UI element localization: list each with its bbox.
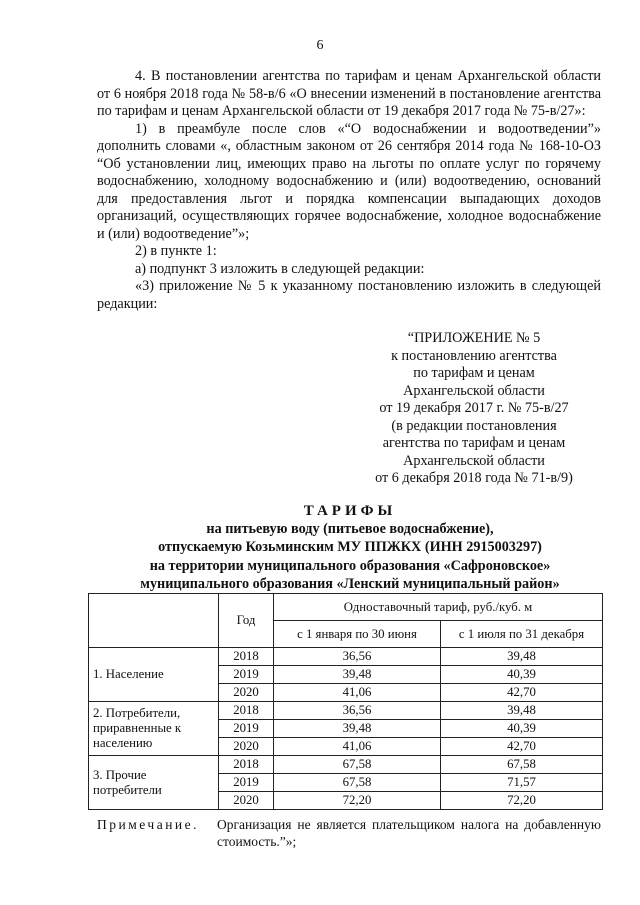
footnote-text: Организация не является плательщиком налога на добавленную стоимость.”»; [217,817,601,849]
table-row [89,702,603,720]
tariff-h1-cell: 39,48 [274,720,441,738]
table-header-row [89,594,603,621]
year-cell: 2018 [219,756,274,774]
year-cell: 2018 [219,648,274,666]
year-cell: 2018 [219,702,274,720]
header-category-cell [89,594,219,648]
category-cell: 2. Потребители, приравненные к населению [89,702,219,756]
year-cell: 2020 [219,684,274,702]
tariff-h2-cell: 71,57 [441,774,603,792]
tariff-h2-cell: 40,39 [441,720,603,738]
tariff-h2-cell: 40,39 [441,666,603,684]
appendix-line: Архангельской области [403,382,545,399]
header-period-1: с 1 января по 30 июня [274,621,441,648]
tariff-h1-cell: 67,58 [274,774,441,792]
header-tariff: Одноставочный тариф, руб./куб. м [274,594,603,621]
year-cell: 2020 [219,792,274,810]
appendix-line: (в редакции постановления [391,417,557,434]
appendix-line: к постановлению агентства [391,347,557,364]
tariff-h1-cell: 39,48 [274,666,441,684]
page-number: 6 [316,38,324,53]
tariff-h2-cell: 67,58 [441,756,603,774]
year-cell: 2019 [219,774,274,792]
tariff-h1-cell: 41,06 [274,684,441,702]
appendix-header [350,330,598,488]
tariff-h1-cell: 36,56 [274,702,441,720]
tariff-h1-cell: 67,58 [274,756,441,774]
year-cell: 2019 [219,666,274,684]
paragraph-4: 4. В постановлении агентства по тарифам и ценам Архангельской области от 6 ноября 2018 года № 58-в/6 «О внесении изменений в постановление агентства по тарифам и ценам Архангельской области от 19 декабря 2017 года № 75-в/27»: [97,68,601,119]
paragraph-subpoint-a: а) подпункт 3 изложить в следующей редакции: [135,260,425,277]
tariff-subtitle: на территории муниципального образования «Сафроновское» [149,557,551,574]
tariff-h2-cell: 72,20 [441,792,603,810]
tariff-h2-cell: 42,70 [441,738,603,756]
tariff-subtitle: муниципального образования «Ленский муниципальный район» [140,575,560,592]
table-row [89,648,603,666]
category-cell: 3. Прочие потребители [89,756,219,810]
paragraph-preamble: 1) в преамбуле после слов «“О водоснабжении и водоотведении”» дополнить словами «, областным законом от 26 сентября 2014 года № 168-10-ОЗ “Об установлении лиц, имеющих право на льготы по оплате услуг по горячему водоснабжению, холодному водоснабжению и (или) водоотведению, оснований для предоставления льгот и порядка компенсации выпадающих доходов организаций, осуществляющих горячее водоснабжение, холодное водоснабжение и (или) водоотведение”»; [97,120,601,242]
tariff-h2-cell: 42,70 [441,684,603,702]
appendix-line: от 6 декабря 2018 года № 71-в/9) [375,470,573,486]
tariff-h2-cell: 39,48 [441,648,603,666]
tariff-h1-cell: 36,56 [274,648,441,666]
appendix-line: Архангельской области [403,452,545,469]
tariff-h1-cell: 41,06 [274,738,441,756]
tariff-title: ТАРИФЫ [303,503,397,519]
header-year: Год [219,594,274,648]
appendix-line: агентства по тарифам и ценам [382,435,566,451]
amendment-text [97,68,601,313]
tariff-table [88,593,603,810]
table-row [89,756,603,774]
year-cell: 2020 [219,738,274,756]
tariff-h1-cell: 72,20 [274,792,441,810]
appendix-line: от 19 декабря 2017 г. № 75-в/27 [379,400,569,416]
category-cell: 1. Население [89,648,219,702]
footnote-label: Примечание. [97,817,200,832]
tariff-h2-cell: 39,48 [441,702,603,720]
paragraph-point-1: 2) в пункте 1: [135,243,217,259]
header-period-2: с 1 июля по 31 декабря [441,621,603,648]
tariff-subtitle: на питьевую воду (питьевое водоснабжение), [206,521,494,538]
paragraph-appendix-5: «3) приложение № 5 к указанному постановлению изложить в следующей редакции: [97,278,601,312]
appendix-line: по тарифам и ценам [413,365,535,381]
tariff-subtitle: отпускаемую Козьминским МУ ППЖКХ (ИНН 2915003297) [158,539,542,556]
year-cell: 2019 [219,720,274,738]
tariff-title-block [90,502,610,593]
appendix-line: “ПРИЛОЖЕНИЕ № 5 [407,330,541,346]
